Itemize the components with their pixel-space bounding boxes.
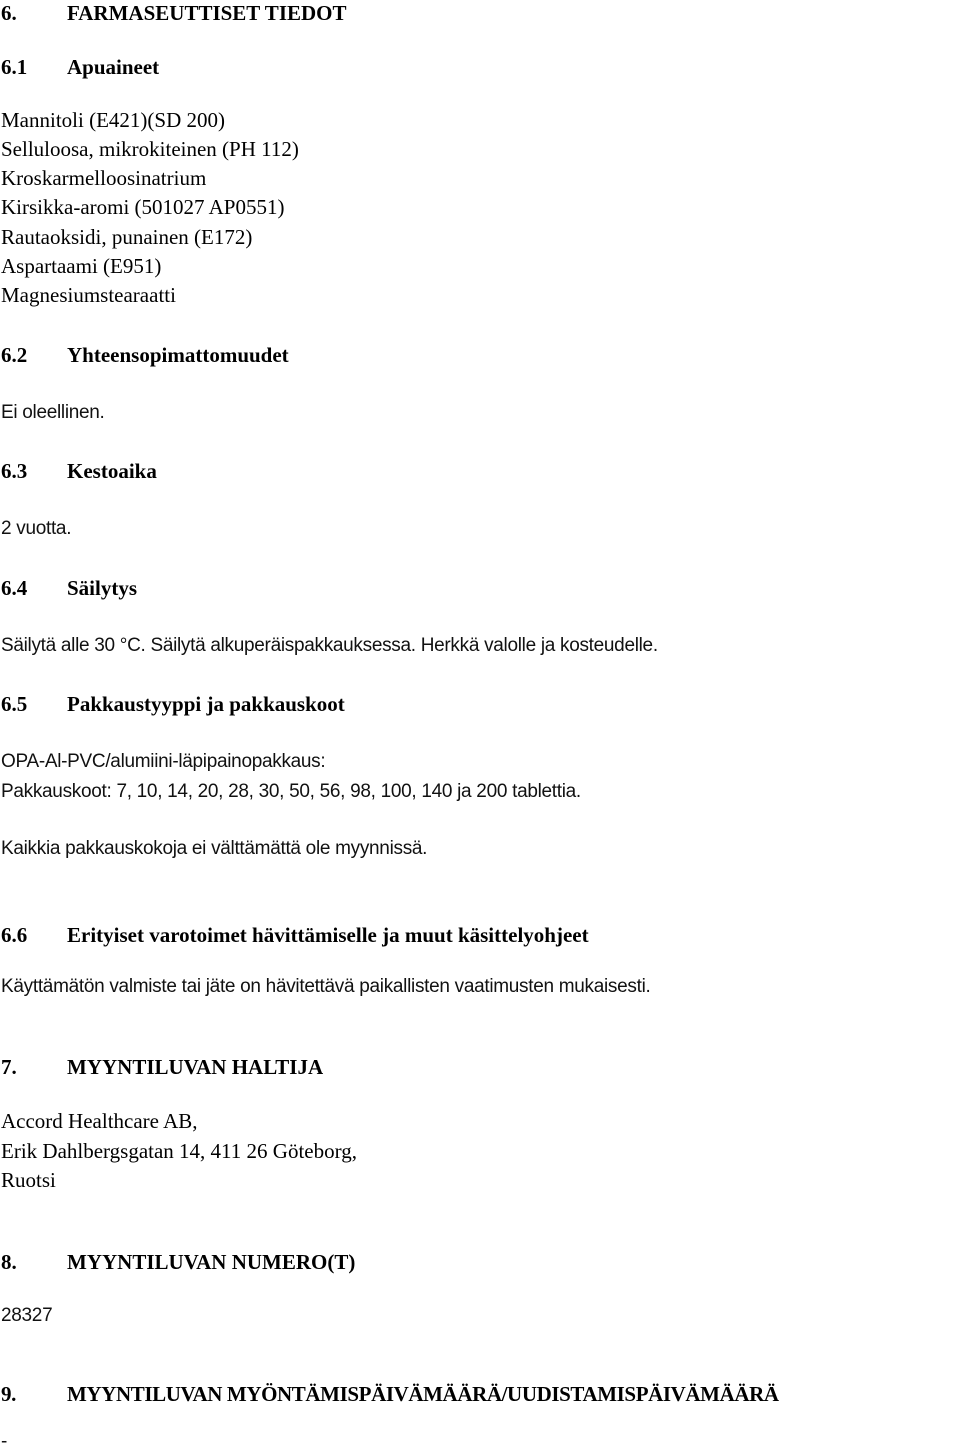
incompatibilities-text: Ei oleellinen. <box>1 402 105 423</box>
pack-availability-text: Kaikkia pakkauskokoja ei välttämättä ole myynnissä. <box>1 838 428 859</box>
holder-name: Accord Healthcare AB, <box>1 1109 198 1133</box>
heading-title: MYYNTILUVAN HALTIJA <box>67 1055 324 1079</box>
heading-section-6 <box>1 0 347 26</box>
heading-section-6-5 <box>1 691 345 717</box>
heading-title: Kestoaika <box>67 459 157 483</box>
heading-number: 6.2 <box>1 343 28 367</box>
excipient-item: Kroskarmelloosinatrium <box>1 166 207 190</box>
heading-number: 6.4 <box>1 576 28 600</box>
authorisation-number: 28327 <box>1 1305 53 1326</box>
heading-section-7 <box>1 1054 323 1080</box>
heading-section-6-1 <box>1 54 159 80</box>
heading-section-6-4 <box>1 575 137 601</box>
excipient-item: Magnesiumstearaatti <box>1 283 176 307</box>
heading-title: Säilytys <box>67 576 138 600</box>
heading-number: 9. <box>1 1382 16 1406</box>
holder-country: Ruotsi <box>1 1168 56 1192</box>
shelf-life-text: 2 vuotta. <box>1 518 72 539</box>
packaging-type-text: OPA-Al-PVC/alumiini-läpipainopakkaus: <box>1 751 326 772</box>
heading-title: Yhteensopimattomuudet <box>67 343 289 367</box>
heading-section-6-6 <box>1 922 589 948</box>
heading-title: Pakkaustyyppi ja pakkauskoot <box>67 692 345 716</box>
holder-address: Erik Dahlbergsgatan 14, 411 26 Göteborg, <box>1 1139 357 1163</box>
heading-number: 6.5 <box>1 692 28 716</box>
heading-title: MYYNTILUVAN NUMERO(T) <box>67 1250 356 1274</box>
heading-section-6-3 <box>1 458 157 484</box>
excipient-item: Selluloosa, mikrokiteinen (PH 112) <box>1 137 299 161</box>
storage-text: Säilytä alle 30 °C. Säilytä alkuperäispakkauksessa. Herkkä valolle ja kosteudelle. <box>1 635 658 656</box>
pack-sizes-text: Pakkauskoot: 7, 10, 14, 20, 28, 30, 50, 56, 98, 100, 140 ja 200 tablettia. <box>1 781 581 802</box>
heading-section-6-2 <box>1 342 289 368</box>
authorisation-date: - <box>1 1431 8 1452</box>
heading-number: 6.6 <box>1 923 28 947</box>
excipient-item: Aspartaami (E951) <box>1 254 162 278</box>
heading-section-8 <box>1 1249 355 1275</box>
excipient-item: Kirsikka-aromi (501027 AP0551) <box>1 195 285 219</box>
heading-number: 8. <box>1 1250 17 1274</box>
heading-number: 7. <box>1 1055 17 1079</box>
disposal-text: Käyttämätön valmiste tai jäte on hävitettävä paikallisten vaatimusten mukaisesti. <box>1 976 651 997</box>
heading-title: Apuaineet <box>67 55 160 79</box>
heading-title: Erityiset varotoimet hävittämiselle ja muut käsittelyohjeet <box>67 923 589 947</box>
heading-number: 6.3 <box>1 459 28 483</box>
heading-title: MYYNTILUVAN MYÖNTÄMISPÄIVÄMÄÄRÄ/UUDISTAMISPÄIVÄMÄÄRÄ <box>67 1382 779 1406</box>
heading-number: 6.1 <box>1 55 28 79</box>
heading-number: 6. <box>1 1 17 25</box>
heading-title: FARMASEUTTISET TIEDOT <box>67 1 347 25</box>
excipient-item: Mannitoli (E421)(SD 200) <box>1 108 225 132</box>
heading-section-9 <box>1 1381 779 1407</box>
excipient-item: Rautaoksidi, punainen (E172) <box>1 225 253 249</box>
